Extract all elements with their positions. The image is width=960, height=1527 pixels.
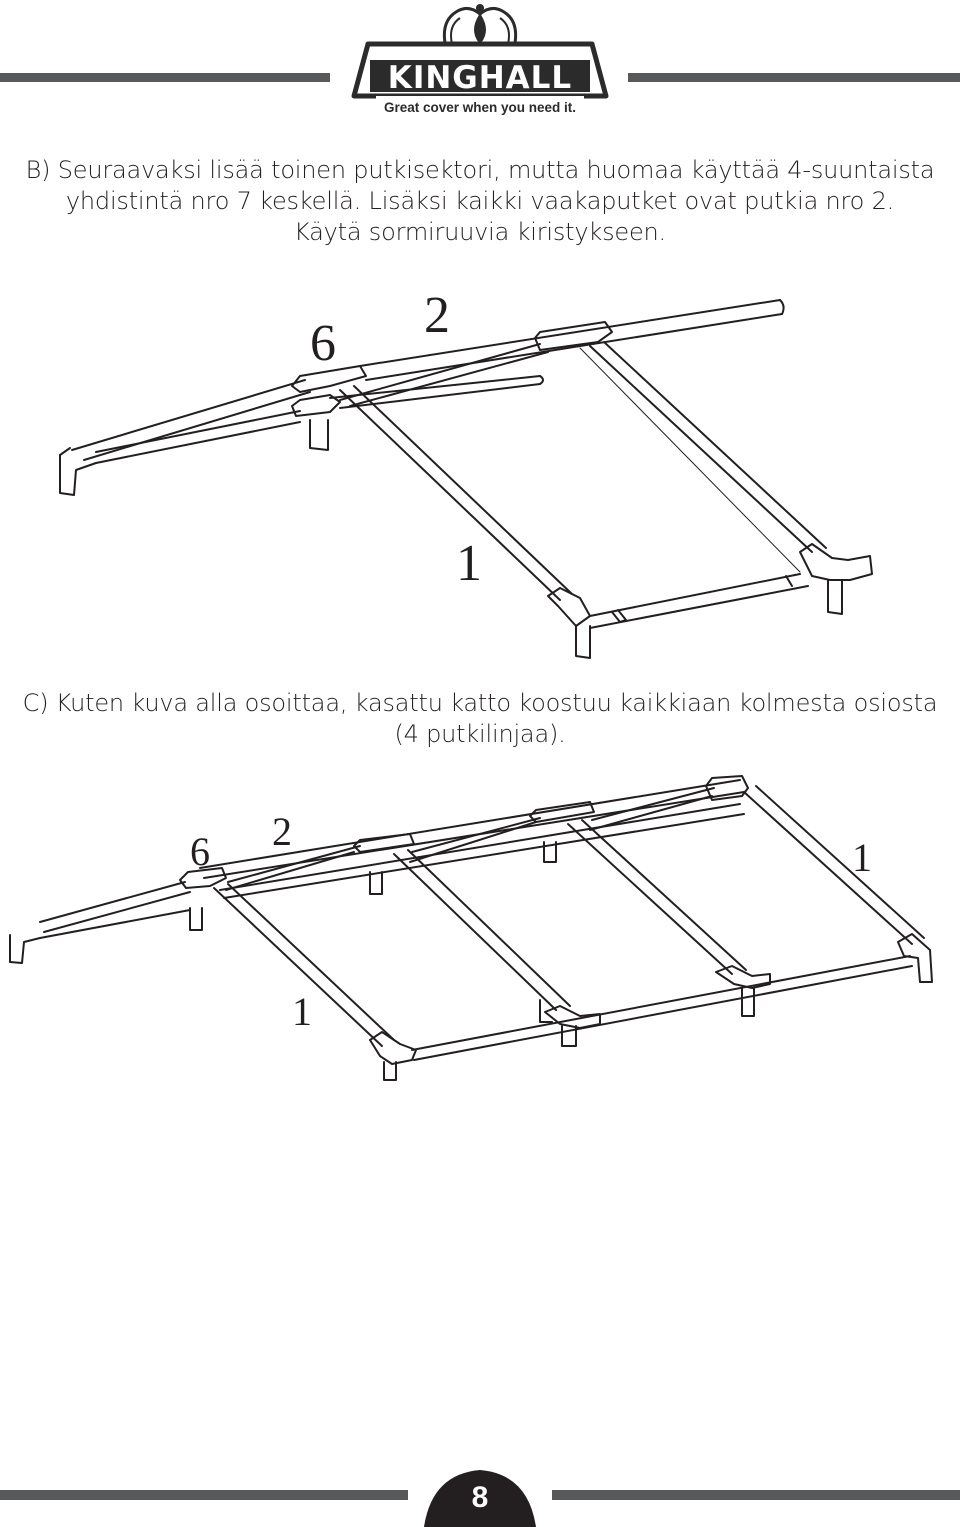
figure-c-label-2: 2 (272, 809, 292, 854)
step-b-line-1: B) Seuraavaksi lisää toinen putkisektori, mutta huomaa käyttää 4-suuntaista (25, 156, 935, 184)
brand-tagline: Great cover when you need it. (383, 100, 577, 115)
figure-c-label-1-right: 1 (852, 835, 872, 880)
step-b-line-2: yhdistintä nro 7 keskellä. Lisäksi kaikki vaakaputket ovat putkia nro 2. (65, 187, 895, 215)
header-rule-left (0, 73, 330, 82)
page-number: 8 (471, 1481, 489, 1514)
header-rule-right (628, 73, 960, 82)
figure-b-label-2: 2 (424, 287, 450, 344)
step-b-text (20, 155, 940, 248)
figure-c-label-1-left: 1 (292, 989, 312, 1034)
figure-b-frame-diagram (0, 280, 960, 670)
step-b-line-3: Käytä sormiruuvia kiristykseen. (294, 218, 666, 246)
figure-c-frame-diagram (0, 760, 960, 1100)
footer-rule-right (552, 1490, 960, 1500)
kinghall-logo (348, 0, 612, 120)
figure-b-label-6: 6 (310, 315, 336, 372)
crown-icon (444, 4, 515, 48)
figure-c-label-6: 6 (190, 829, 210, 874)
step-c-line-1: C) Kuten kuva alla osoittaa, kasattu katto koostuu kaikkiaan kolmesta osiosta (22, 689, 938, 717)
footer-rule-left (0, 1490, 408, 1500)
step-c-text (20, 688, 940, 750)
figure-b-label-1: 1 (456, 535, 482, 592)
step-c-line-2: (4 putkilinjaa). (394, 720, 566, 748)
brand-wordmark: KINGHALL (387, 60, 573, 96)
